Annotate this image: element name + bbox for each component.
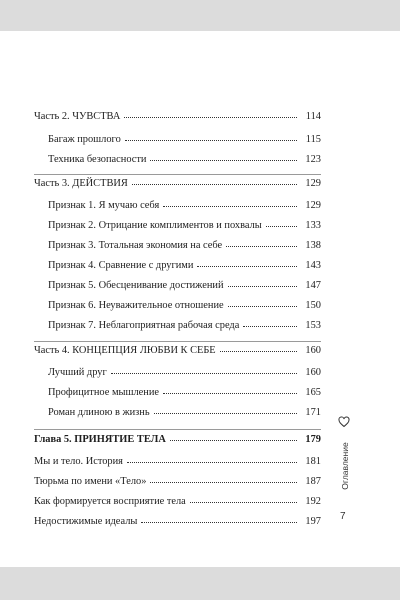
toc-page-number: 197 [305,516,321,527]
toc-page-number: 150 [305,300,321,311]
dot-leader [132,176,297,185]
dot-leader [150,474,297,483]
toc-item[interactable] [34,474,321,490]
dot-leader [228,278,297,287]
toc-entry-label: Признак 4. Сравнение с другими [48,260,194,271]
dot-leader [163,198,297,207]
toc-item[interactable] [48,132,321,148]
toc-entry-label: Лучший друг [48,367,107,378]
running-section-title: Оглавление [340,442,350,490]
toc-page-number: 115 [305,134,321,145]
toc-chapter-5[interactable] [34,432,321,448]
toc-page-number: 171 [305,407,321,418]
dot-leader [266,218,297,227]
toc-part-2[interactable] [34,109,321,125]
toc-entry-label: Роман длиною в жизнь [48,407,150,418]
toc-part-3[interactable] [34,176,321,192]
toc-entry-label: Признак 1. Я мучаю себя [48,200,160,211]
toc-page-number: 160 [305,345,321,356]
dot-leader [124,109,297,118]
toc-item[interactable] [48,365,321,381]
toc-item[interactable] [48,385,321,401]
toc-entry-label: Часть 2. ЧУВСТВА [34,111,121,122]
toc-item[interactable] [34,454,321,470]
dot-leader [197,258,297,267]
toc-item[interactable] [48,318,321,334]
dot-leader [243,318,297,327]
dot-leader [141,514,297,523]
heart-outline-icon [338,416,350,428]
dot-leader [170,432,297,441]
dot-leader [111,365,297,374]
dot-leader [154,405,297,414]
toc-item[interactable] [48,258,321,274]
book-page [0,31,400,567]
toc-page-number: 187 [305,476,321,487]
toc-entry-label: Признак 3. Тотальная экономия на себе [48,240,223,251]
toc-entry-label: Часть 4. КОНЦЕПЦИЯ ЛЮБВИ К СЕБЕ [34,345,216,356]
toc-entry-label: Как формируется восприятие тела [34,496,186,507]
toc-page-number: 129 [305,200,321,211]
page-number: 7 [340,511,346,522]
toc-page-number: 138 [305,240,321,251]
toc-page-number: 181 [305,456,321,467]
toc-item[interactable] [48,298,321,314]
toc-item[interactable] [34,514,321,530]
toc-item[interactable] [48,278,321,294]
toc-entry-label: Мы и тело. История [34,456,123,467]
toc-page-number: 133 [305,220,321,231]
dot-leader [163,385,297,394]
toc-entry-label: Профицитное мышление [48,387,160,398]
dot-leader [226,238,297,247]
dot-leader [150,152,297,161]
toc-page-number: 165 [305,387,321,398]
toc-item[interactable] [34,494,321,510]
toc-part-4[interactable] [34,343,321,359]
toc-page-number: 114 [305,111,321,122]
toc-entry-label: Признак 5. Обесценивание достижений [48,280,224,291]
toc-entry-label: Тюрьма по имени «Тело» [34,476,147,487]
toc-page-number: 153 [305,320,321,331]
toc-entry-label: Техника безопасности [48,154,147,165]
dot-leader [125,132,297,141]
toc-entry-label: Недостижимые идеалы [34,516,138,527]
toc-item[interactable] [48,152,321,168]
toc-page-number: 143 [305,260,321,271]
section-divider [34,341,321,342]
toc-page-number: 179 [305,434,321,445]
section-divider [34,174,321,175]
toc-entry-label: Признак 6. Неуважительное отношение [48,300,224,311]
toc-item[interactable] [48,198,321,214]
toc-page-number: 192 [305,496,321,507]
toc-entry-label: Глава 5. ПРИНЯТИЕ ТЕЛА [34,434,166,445]
toc-page-number: 160 [305,367,321,378]
dot-leader [228,298,297,307]
toc-entry-label: Часть 3. ДЕЙСТВИЯ [34,178,128,189]
section-divider [34,429,321,430]
toc-entry-label: Признак 7. Неблагоприятная рабочая среда [48,320,240,331]
dot-leader [190,494,297,503]
toc-item[interactable] [48,238,321,254]
toc-page-number: 147 [305,280,321,291]
dot-leader [220,343,297,352]
toc-item[interactable] [48,405,321,421]
dot-leader [127,454,297,463]
toc-item[interactable] [48,218,321,234]
toc-page-number: 129 [305,178,321,189]
toc-page-number: 123 [305,154,321,165]
toc-entry-label: Багаж прошлого [48,134,121,145]
toc-entry-label: Признак 2. Отрицание комплиментов и похвалы [48,220,262,231]
